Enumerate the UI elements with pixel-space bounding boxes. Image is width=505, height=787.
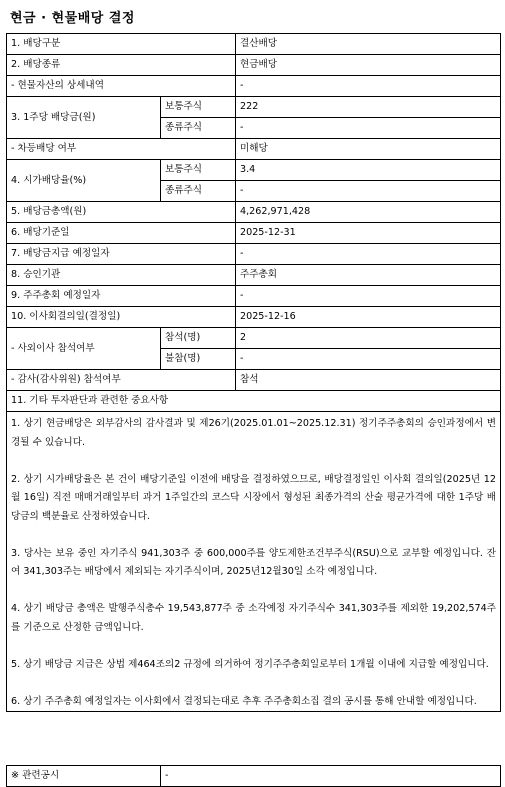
row-value: -	[236, 118, 501, 139]
related-value: -	[161, 766, 501, 787]
row-value: 222	[236, 97, 501, 118]
dividend-decision-table	[6, 33, 501, 712]
table-row	[7, 223, 501, 244]
related-disclosure-table	[6, 765, 501, 787]
row-value: 3.4	[236, 160, 501, 181]
notes-cell	[7, 412, 501, 712]
row-value: -	[236, 244, 501, 265]
table-row	[7, 55, 501, 76]
note-paragraph: 3. 당사는 보유 중인 자기주식 941,303주 중 600,000주를 양도제한조건부주식(RSU)으로 교부할 예정입니다. 잔여 341,303주는 배당에서 제외되는 자기주식이며, 2025년12월30일 소각 예정입니다.	[11, 547, 496, 577]
table-row	[7, 766, 501, 787]
sub-label: 불참(명)	[161, 349, 236, 370]
row-label: - 차등배당 여부	[7, 139, 236, 160]
row-label: - 감사(감사위원) 참석여부	[7, 370, 236, 391]
note-paragraph: 4. 상기 배당금 총액은 발행주식총수 19,543,877주 중 소각예정 자기주식수 341,303주를 제외한 19,202,574주를 기준으로 산정한 금액입니다.	[11, 603, 496, 633]
row-value: 참석	[236, 370, 501, 391]
table-row	[7, 34, 501, 55]
row-label: 11. 기타 투자판단과 관련한 중요사항	[7, 391, 501, 412]
note-paragraph: 1. 상기 현금배당은 외부감사의 감사결과 및 제26기(2025.01.01~2025.12.31) 정기주주총회의 승인과정에서 변경될 수 있습니다.	[11, 418, 496, 448]
table-row	[7, 76, 501, 97]
sub-label: 보통주식	[161, 160, 236, 181]
row-label: 10. 이사회결의일(결정일)	[7, 307, 236, 328]
row-value: 2	[236, 328, 501, 349]
row-label: 3. 1주당 배당금(원)	[7, 97, 161, 139]
table-row	[7, 139, 501, 160]
row-label: 8. 승인기관	[7, 265, 236, 286]
note-paragraph: 2. 상기 시가배당율은 본 건이 배당기준일 이전에 배당을 결정하였으므로, 배당결정일인 이사회 결의일(2025년 12월 16일) 직전 매매거래일부터 과거 1주일간의 코스닥 시장에서 형성된 최종가격의 산술 평균가격에 대한 1주당 배당금의 백분율로 산정하였습니다.	[11, 473, 496, 522]
row-label: 5. 배당금총액(원)	[7, 202, 236, 223]
row-value: 4,262,971,428	[236, 202, 501, 223]
row-value: 현금배당	[236, 55, 501, 76]
sub-label: 보통주식	[161, 97, 236, 118]
table-row	[7, 244, 501, 265]
note-paragraph: 6. 상기 주주총회 예정일자는 이사회에서 결정되는대로 추후 주주총회소집 결의 공시를 통해 안내할 예정입니다.	[11, 695, 477, 707]
table-row	[7, 160, 501, 181]
table-row	[7, 391, 501, 412]
related-label: ※ 관련공시	[7, 766, 161, 787]
row-label: 1. 배당구분	[7, 34, 236, 55]
row-value: -	[236, 181, 501, 202]
row-value: -	[236, 349, 501, 370]
sub-label: 참석(명)	[161, 328, 236, 349]
table-row	[7, 307, 501, 328]
row-value: 2025-12-31	[236, 223, 501, 244]
sub-label: 종류주식	[161, 181, 236, 202]
sub-label: 종류주식	[161, 118, 236, 139]
row-label: 7. 배당금지급 예정일자	[7, 244, 236, 265]
notes-row	[7, 412, 501, 712]
table-row	[7, 265, 501, 286]
row-value: 2025-12-16	[236, 307, 501, 328]
row-label: - 사외이사 참석여부	[7, 328, 161, 370]
row-label: 2. 배당종류	[7, 55, 236, 76]
row-label: - 현물자산의 상세내역	[7, 76, 236, 97]
table-row	[7, 370, 501, 391]
row-value: 주주총회	[236, 265, 501, 286]
table-row	[7, 97, 501, 118]
page-title: 현금 · 현물배당 결정	[10, 11, 135, 26]
table-row	[7, 328, 501, 349]
row-label: 9. 주주총회 예정일자	[7, 286, 236, 307]
row-label: 4. 시가배당율(%)	[7, 160, 161, 202]
row-value: -	[236, 286, 501, 307]
note-paragraph: 5. 상기 배당금 지급은 상법 제464조의2 규정에 의거하여 정기주주총회일로부터 1개월 이내에 지급할 예정입니다.	[11, 658, 489, 670]
row-value: 미해당	[236, 139, 501, 160]
table-row	[7, 202, 501, 223]
table-row	[7, 286, 501, 307]
row-label: 6. 배당기준일	[7, 223, 236, 244]
row-value: -	[236, 76, 501, 97]
row-value: 결산배당	[236, 34, 501, 55]
